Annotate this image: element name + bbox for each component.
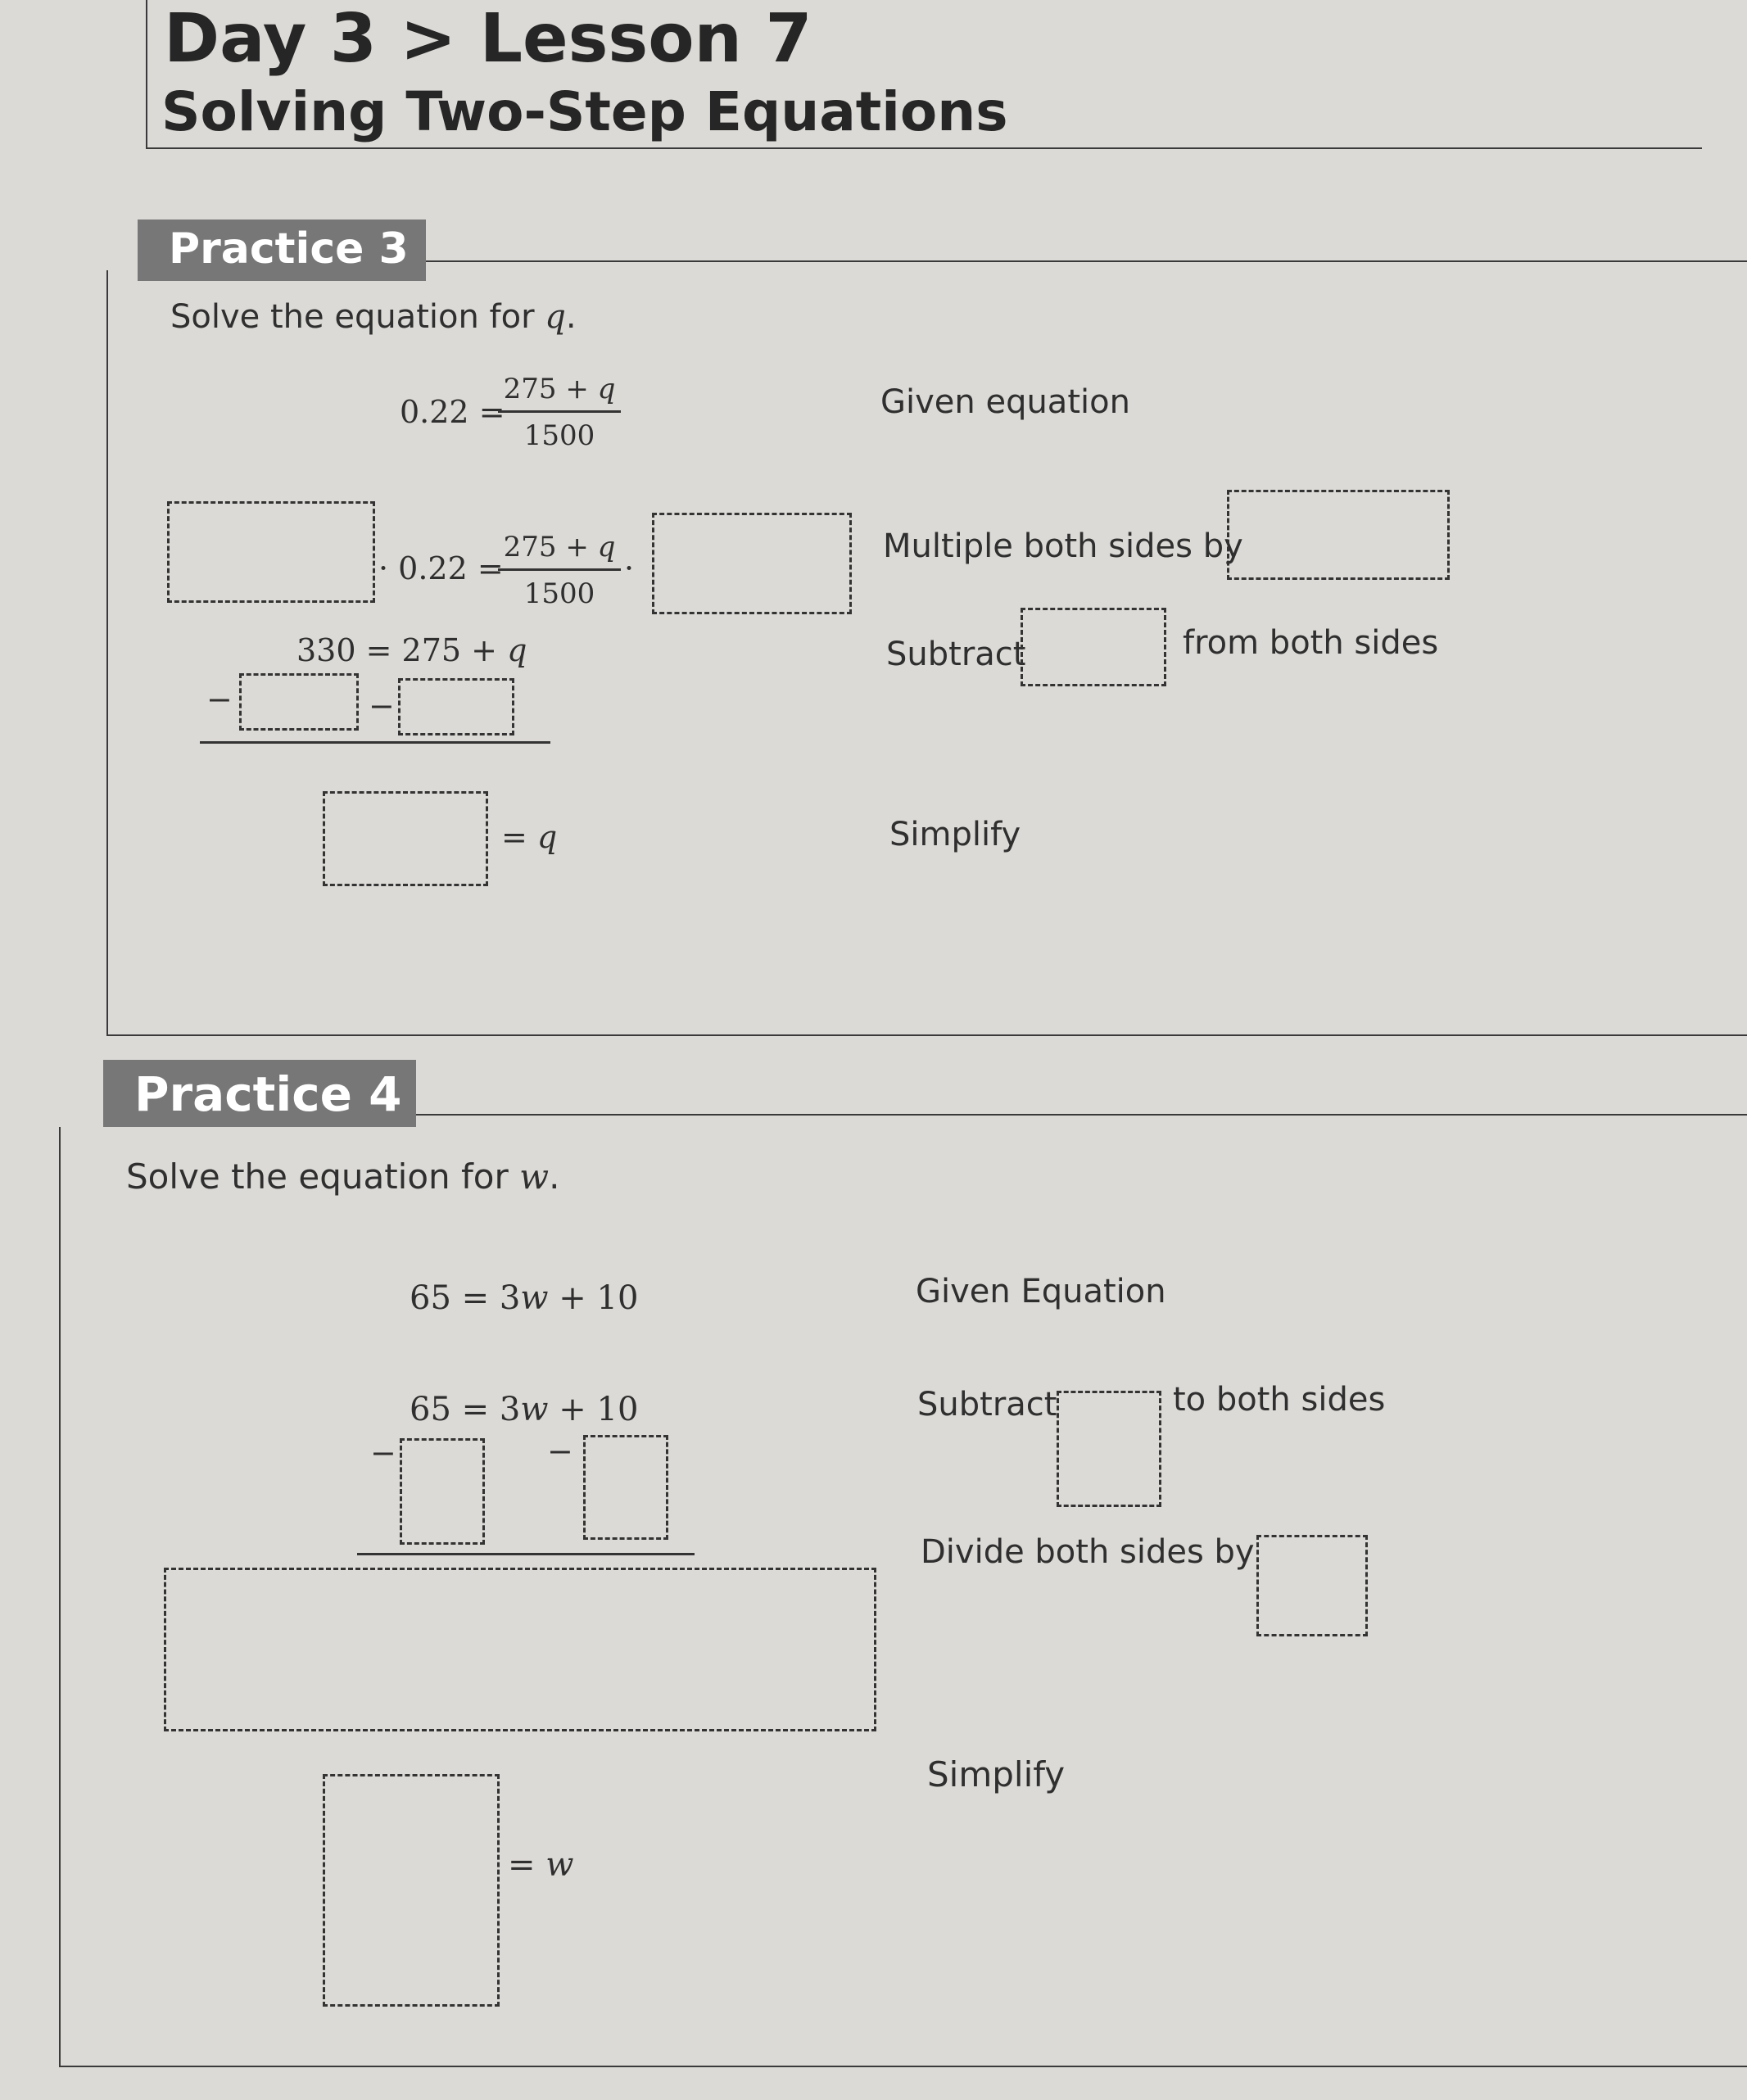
- practice-4-instruction: Solve the equation for w.: [126, 1156, 560, 1197]
- practice-4-bottom-rule: [59, 2066, 1747, 2067]
- p3-subtract-value-box[interactable]: [1021, 608, 1166, 686]
- p3-label-simplify: Simplify: [889, 816, 1021, 853]
- p3-label-multiply: Multiple both sides by: [883, 527, 1243, 565]
- p4-given-eq: 65 = 3w + 10: [410, 1279, 639, 1317]
- p3-multiply-dot: ·: [624, 550, 635, 586]
- p3-subtract-right-box[interactable]: [398, 678, 514, 735]
- p4-divide-work-box[interactable]: [164, 1568, 876, 1731]
- p3-result-box[interactable]: [323, 791, 488, 886]
- p3-label-from-both: from both sides: [1183, 624, 1439, 662]
- practice-4-top-rule: [416, 1114, 1747, 1116]
- p4-minus-left: −: [370, 1435, 396, 1471]
- p3-multiplier-left-box[interactable]: [167, 501, 375, 603]
- p3-label-subtract: Subtract: [886, 636, 1026, 673]
- p4-subtract-right-box[interactable]: [583, 1435, 668, 1540]
- header-left-rule: [146, 0, 147, 149]
- p3-label-given: Given equation: [880, 383, 1130, 421]
- p3-multiply-by-box[interactable]: [1227, 490, 1450, 580]
- p4-subtract-rule: [357, 1553, 695, 1555]
- practice-3-instruction: Solve the equation for q.: [170, 298, 577, 336]
- p4-label-subtract: Subtract: [917, 1386, 1057, 1423]
- p3-given-lhs: 0.22 =: [400, 394, 505, 430]
- p3-given-fraction: $\frac{275 + q}{1500}$: [498, 373, 621, 452]
- page-title: Solving Two-Step Equations: [161, 80, 1008, 143]
- lesson-heading: Day 3 > Lesson 7: [164, 0, 812, 78]
- p4-subtract-eq: 65 = 3w + 10: [410, 1391, 639, 1428]
- p4-result-box[interactable]: [323, 1774, 500, 2007]
- p4-result-eq: = w: [508, 1846, 574, 1884]
- p4-subtract-left-box[interactable]: [400, 1438, 485, 1545]
- p4-subtract-value-box[interactable]: [1057, 1391, 1161, 1507]
- p3-minus-right: −: [369, 688, 395, 724]
- practice-3-tab: Practice 3: [138, 220, 426, 281]
- p3-multiplier-right-box[interactable]: [652, 513, 852, 614]
- p3-eq3: 330 = 275 + q: [296, 632, 527, 668]
- p3-multiply-mid: · 0.22 =: [378, 550, 504, 586]
- practice-3-left-rule: [106, 270, 108, 1036]
- p3-result-eq: = q: [501, 819, 558, 855]
- p3-subtract-left-box[interactable]: [239, 673, 359, 731]
- p4-minus-right: −: [547, 1433, 573, 1469]
- p4-label-to-both: to both sides: [1173, 1381, 1386, 1419]
- p4-label-simplify: Simplify: [927, 1754, 1066, 1795]
- p4-divide-by-box[interactable]: [1256, 1535, 1368, 1636]
- p4-label-given: Given Equation: [916, 1273, 1166, 1310]
- practice-3-bottom-rule: [106, 1034, 1747, 1036]
- p4-label-divide: Divide both sides by: [921, 1533, 1255, 1571]
- p3-subtract-rule: [200, 741, 550, 744]
- header-bottom-rule: [146, 147, 1702, 149]
- practice-3-top-rule: [426, 260, 1747, 262]
- practice-4-left-rule: [59, 1127, 61, 2067]
- practice-4-tab: Practice 4: [103, 1060, 416, 1127]
- p3-minus-left: −: [206, 681, 233, 717]
- p3-multiply-fraction: $\frac{275 + q}{1500}$: [498, 531, 621, 610]
